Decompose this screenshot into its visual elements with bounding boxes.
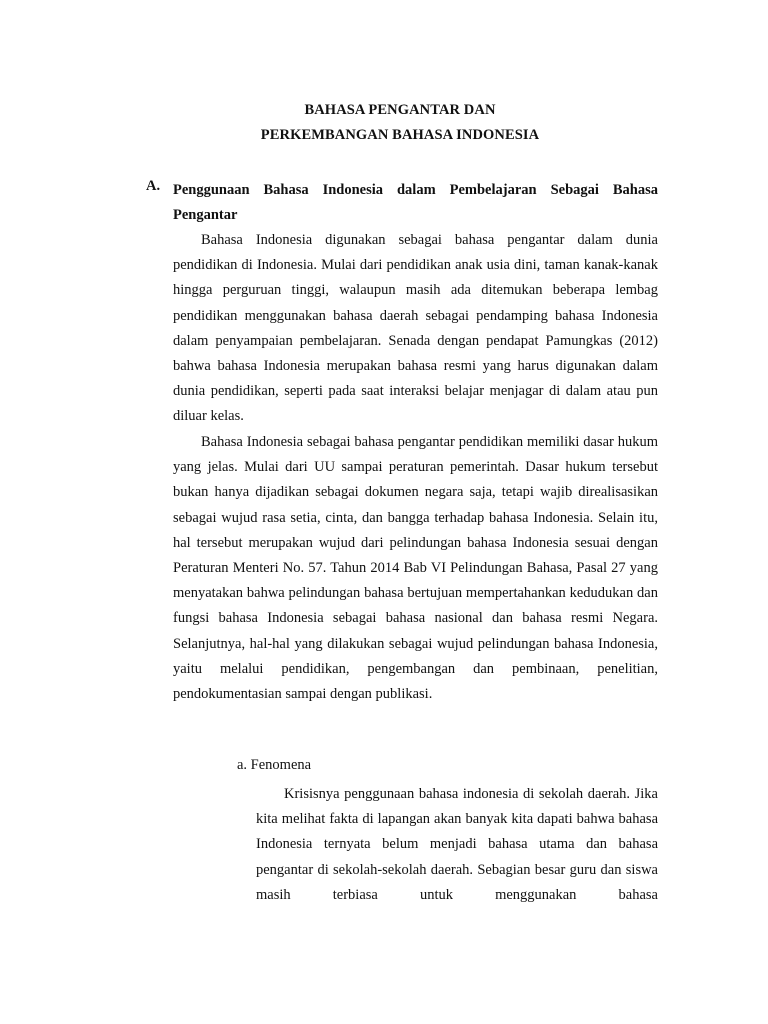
body-paragraph-2: Bahasa Indonesia sebagai bahasa pengantar pendidikan memiliki dasar hukum yang jelas. Mulai dari UU sampai peraturan pemerintah. Dasar hukum tersebut bukan hanya dijadikan sebagai dokumen negara saja, tetapi wajib direalisasikan sebagai wujud rasa setia, cinta, dan bangga terhadap bahasa Indonesia. Selain itu, hal tersebut merupakan wujud dari pelindungan bahasa Indonesia sesuai dengan Peraturan Menteri No. 57. Tahun 2014 Bab VI Pelindungan Bahasa, Pasal 27 yang menyatakan bahwa pelindungan bahasa bertujuan mempertahankan kedudukan dan fungsi bahasa Indonesia sebagai bahasa nasional dan bahasa resmi Negara. Selanjutnya, hal-hal yang dilakukan sebagai wujud pelindungan bahasa Indonesia, yaitu melalui pendidikan, pengembangan dan pembinaan, penelitian, pendokumentasian sampai dengan publikasi. xyxy=(173,434,658,703)
document-title-line-1: BAHASA PENGANTAR DAN xyxy=(304,102,496,118)
section-marker: A. xyxy=(146,178,161,194)
subsection-paragraph: Krisisnya penggunaan bahasa indonesia di sekolah daerah. Jika kita melihat fakta di lapangan akan banyak kita dapati bahwa bahasa Indonesia ternyata belum menjadi bahasa utama dan bahasa pengantar di sekolah-sekolah daerah. Sebagian besar guru dan siswa masih terbiasa untuk menggunakan bahasa xyxy=(256,786,658,903)
section-heading: Penggunaan Bahasa Indonesia dalam Pembelajaran Sebagai Bahasa Pengantar xyxy=(173,182,658,224)
document-title-line-2: PERKEMBANGAN BAHASA INDONESIA xyxy=(260,127,540,143)
subsection-heading: a. Fenomena xyxy=(237,757,312,773)
body-paragraph-1: Bahasa Indonesia digunakan sebagai bahasa pengantar dalam dunia pendidikan di Indonesia. Mulai dari pendidikan anak usia dini, taman kanak-kanak hingga perguruan tinggi, walaupun masih ada ditemukan beberapa lembag pendidikan menggunakan bahasa daerah sebagai pendamping bahasa Indonesia dalam penyampaian pembelajaran. Senada dengan pendapat Pamungkas (2012) bahwa bahasa Indonesia merupakan bahasa resmi yang harus digunakan dalam dunia pendidikan, seperti pada saat interaksi belajar menjagar di dalam atau pun diluar kelas. xyxy=(173,232,658,425)
